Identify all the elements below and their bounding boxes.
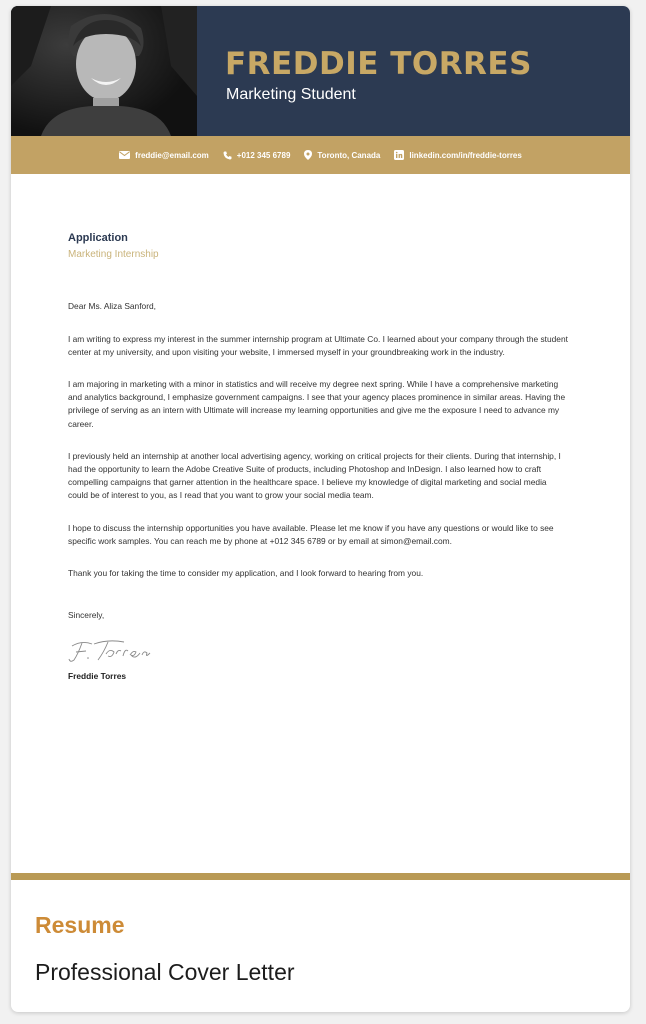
letter-paragraph: Thank you for taking the time to consider my application, and I look forward to hearing from you. (68, 568, 424, 579)
contact-phone (223, 151, 291, 160)
applicant-role: Marketing Student (226, 86, 356, 103)
letter-paragraph: I am majoring in marketing with a minor in statistics and will receive my degree next spring. While I have a comprehensive marketing and analytics background, I emphasize government campaigns. I see that your agency places prominence in similar areas. Having the privilege of serving as an intern with Ultimate will increase my learning opportunities and give me the exposure I need to advance my career. (68, 379, 566, 429)
template-card[interactable] (11, 6, 630, 1012)
contact-bar (11, 136, 630, 174)
contact-linkedin[interactable] (394, 150, 521, 160)
application-subtitle: Marketing Internship (68, 249, 159, 261)
application-title: Application (68, 232, 128, 244)
letter-paragraph: I previously held an internship at another local advertising agency, working on critical projects for their clients. During that internship, I had the opportunity to learn the Adobe Creative Suite of products, including Photoshop and InDesign. I also learned how to craft compelling campaigns that garner attention in the healthcare space. I believe my knowledge of digital marketing and social media could be of interest to you, as I read that you want to grow your social media team. (68, 450, 561, 501)
phone-text: +012 345 6789 (236, 150, 291, 160)
phone-icon (223, 151, 232, 160)
letter-body (68, 232, 568, 684)
applicant-name: FREDDIE TORRES (225, 46, 532, 82)
profile-photo (11, 6, 197, 136)
linkedin-icon (394, 150, 404, 160)
envelope-icon (119, 151, 130, 159)
linkedin-text: linkedin.com/in/freddie-torres (409, 150, 522, 160)
template-category[interactable]: Resume (35, 912, 125, 938)
contact-location (304, 150, 380, 160)
divider (11, 873, 630, 880)
closing: Sincerely, (68, 610, 105, 621)
letter-paragraph: I hope to discuss the internship opportunities you have available. Please let me know if you have any questions or would like to see specific work samples. You can reach me by phone at +012 345 6789 or by email at simon@email.com. (68, 522, 554, 546)
location-text: Toronto, Canada (317, 150, 381, 160)
contact-email (119, 151, 209, 160)
salutation: Dear Ms. Aliza Sanford, (68, 301, 156, 312)
signer-name: Freddie Torres (68, 671, 127, 682)
location-pin-icon (304, 150, 312, 160)
template-title[interactable]: Professional Cover Letter (35, 959, 295, 985)
letter-paragraph: I am writing to express my interest in the summer internship program at Ultimate Co. I learned about your company through the student center at my university, and upon visiting your website, I immersed myself in your groundbreaking work in the industry. (68, 333, 568, 357)
email-text: freddie@email.com (135, 150, 209, 160)
letter-header (11, 6, 630, 136)
signature (68, 636, 568, 666)
